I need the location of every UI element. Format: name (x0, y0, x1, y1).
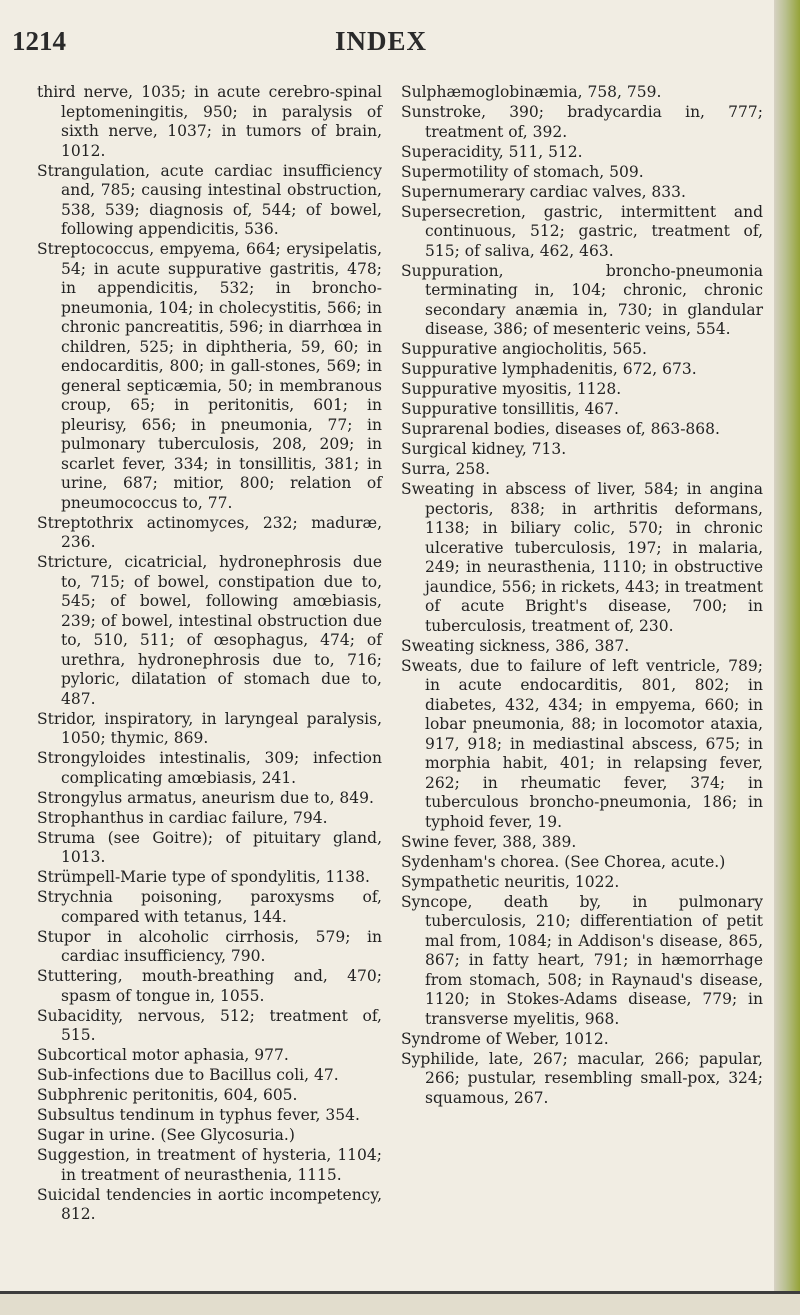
index-entry: Suicidal tendencies in aortic incompetency, 812. (37, 1185, 382, 1223)
index-entry: Subcortical motor aphasia, 977. (37, 1046, 289, 1064)
index-entry: Strophanthus in cardiac failure, 794. (37, 808, 328, 827)
index-entry: Sweating sickness, 386, 387. (401, 636, 630, 655)
index-entry: Stricture, cicatricial, hydronephrosis due to, 715; of bowel, constipation due to, 545; of bowel, following amœbiasis, 239; of bowel, intestinal obstruction due to, 510, 511; of œsophagus, 474; of urethra, hydronephrosis due to, 716; pyloric, dilatation of stomach due to, 487. (37, 553, 382, 708)
right-column (401, 83, 763, 1109)
index-entry: Supernumerary cardiac valves, 833. (401, 182, 686, 201)
page-edge (774, 0, 800, 1315)
index-entry: Streptothrix actinomyces, 232; maduræ, 236. (37, 513, 382, 551)
index-entry: Superacidity, 511, 512. (401, 142, 583, 161)
index-entry: Strangulation, acute cardiac insufficiency and, 785; causing intestinal obstruction, 538, 539; diagnosis of, 544; of bowel, following appendicitis, 536. (37, 161, 382, 238)
left-column (37, 83, 382, 1225)
index-entry: Sydenham's chorea. (See Chorea, acute.) (401, 852, 726, 871)
index-entry: Surra, 258. (401, 460, 491, 478)
index-entry: Sunstroke, 390; bradycardia in, 777; treatment of, 392. (401, 103, 763, 141)
index-entry: Swine fever, 388, 389. (401, 832, 577, 851)
index-entry: Syncope, death by, in pulmonary tuberculosis, 210; differentiation of petit mal from, 1084; in Addison's disease, 865, 867; in fatty heart, 791; in hæmorrhage from stomach, 508; in Raynaud's disease, 1120; in Stokes-Adams disease, 779; in transverse myelitis, 968. (401, 892, 763, 1028)
index-entry: Streptococcus, empyema, 664; erysipelatis, 54; in acute suppurative gastritis, 478; in appendicitis, 532; in broncho-pneumonia, 104; in cholecystitis, 566; in chronic pancreatitis, 596; in diarrhœa in children, 525; in diphtheria, 59, 60; in endocarditis, 800; in gall-stones, 569; in general septicæmia, 50; in membranous croup, 65; in peritonitis, 601; in pleurisy, 656; in pneumonia, 77; in pulmonary tuberculosis, 208, 209; in scarlet fever, 334; in tonsillitis, 381; in urine, 687; mitior, 800; relation of pneumococcus to, 77. (37, 240, 382, 512)
index-entry: Sweats, due to failure of left ventricle, 789; in acute endocarditis, 801, 802; in diabetes, 432, 434; in empyema, 660; in lobar pneumonia, 88; in locomotor ataxia, 917, 918; in mediastinal abscess, 675; in morphia habit, 401; in relapsing fever, 262; in rheumatic fever, 374; in tuberculous broncho-pneumonia, 186; in typhoid fever, 19. (401, 656, 763, 831)
page-bottom-margin (0, 1294, 800, 1315)
index-entry: Stuttering, mouth-breathing and, 470; spasm of tongue in, 1055. (37, 967, 382, 1005)
index-entry: Subacidity, nervous, 512; treatment of, 515. (37, 1006, 382, 1044)
index-entry: Strychnia poisoning, paroxysms of, compared with tetanus, 144. (37, 888, 382, 926)
index-entry: Suppurative tonsillitis, 467. (401, 400, 619, 418)
index-entry: Strongylus armatus, aneurism due to, 849. (37, 788, 374, 807)
index-entry: Sub-infections due to Bacillus coli, 47. (37, 1066, 339, 1084)
page-header (0, 26, 780, 60)
index-entry: Suppurative myositis, 1128. (401, 380, 622, 398)
index-entry: Supermotility of stomach, 509. (401, 162, 644, 181)
index-entry: Suggestion, in treatment of hysteria, 1104; in treatment of neurasthenia, 1115. (37, 1146, 382, 1184)
index-entry: Sugar in urine. (See Glycosuria.) (37, 1126, 295, 1144)
index-entry: Sympathetic neuritis, 1022. (401, 872, 620, 891)
index-entry: Subphrenic peritonitis, 604, 605. (37, 1086, 298, 1104)
index-entry: Stupor in alcoholic cirrhosis, 579; in cardiac insufficiency, 790. (37, 927, 382, 965)
index-entry: Supersecretion, gastric, intermittent and continuous, 512; gastric, treatment of, 515; of saliva, 462, 463. (401, 202, 763, 260)
index-entry: Sweating in abscess of liver, 584; in angina pectoris, 838; in arthritis deformans, 1138; in biliary colic, 570; in chronic ulcerative tuberculosis, 197; in malaria, 249; in neurasthenia, 1110; in obstructive jaundice, 556; in rickets, 443; in treatment of acute Bright's disease, 700; in tuberculosis, treatment of, 230. (401, 480, 763, 635)
index-entry: Strümpell-Marie type of spondylitis, 1138. (37, 868, 370, 886)
index-entry: Subsultus tendinum in typhus fever, 354. (37, 1106, 360, 1124)
index-entry: Syndrome of Weber, 1012. (401, 1029, 609, 1048)
index-entry: Struma (see Goitre); of pituitary gland, 1013. (37, 828, 382, 866)
index-entry: Suprarenal bodies, diseases of, 863-868. (401, 420, 720, 438)
index-entry: Suppurative angiocholitis, 565. (401, 340, 647, 358)
running-head: INDEX (335, 26, 428, 56)
index-entry: Suppurative lymphadenitis, 672, 673. (401, 360, 697, 378)
page-number: 1214 (12, 26, 66, 56)
index-entry: Strongyloides intestinalis, 309; infection complicating amœbiasis, 241. (37, 749, 382, 787)
index-entry: Stridor, inspiratory, in laryngeal paralysis, 1050; thymic, 869. (37, 709, 382, 747)
index-entry: Syphilide, late, 267; macular, 266; papular, 266; pustular, resembling small-pox, 324; squamous, 267. (401, 1049, 763, 1107)
index-entry: Surgical kidney, 713. (401, 440, 567, 458)
index-entry: Suppuration, broncho-pneumonia terminating in, 104; chronic, chronic secondary anæmia in, 730; in glandular disease, 386; of mesenteric veins, 554. (401, 261, 763, 338)
index-entry: Sulphæmoglobinæmia, 758, 759. (401, 83, 662, 101)
index-entry: third nerve, 1035; in acute cerebro-spinal leptomeningitis, 950; in paralysis of sixth nerve, 1037; in tumors of brain, 1012. (37, 83, 382, 160)
